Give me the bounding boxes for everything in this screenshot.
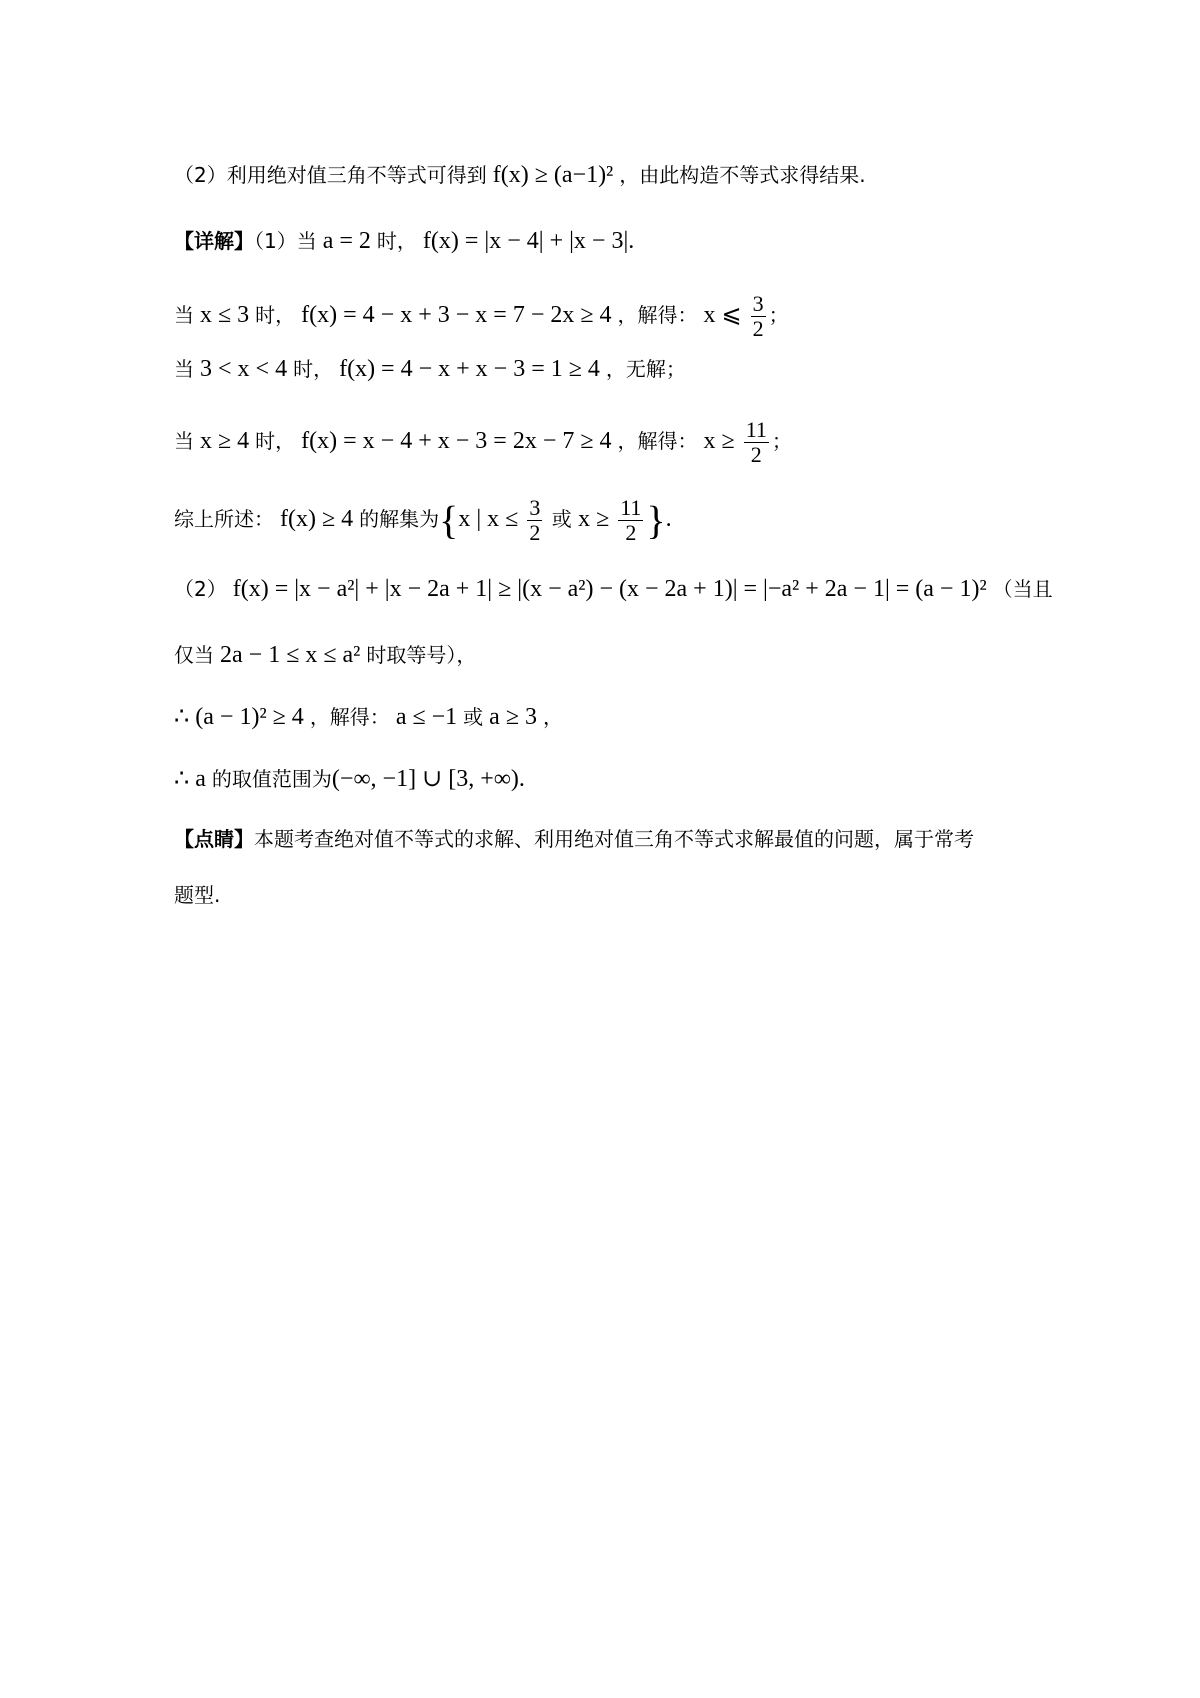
- text-run: ，无解；: [605, 357, 686, 381]
- fraction-numerator: 11: [745, 417, 767, 442]
- text-run: 当: [174, 357, 194, 381]
- detail-line-2b: [174, 640, 1034, 670]
- math-expression: ∴ (a − 1)² ≥ 4: [174, 704, 310, 730]
- math-expression: f(x) = x − 4 + x − 3 = 2x − 7 ≥ 4: [295, 428, 618, 454]
- fraction-denominator: 2: [529, 520, 541, 545]
- text-run: （2）利用绝对值三角不等式可得到: [174, 163, 487, 187]
- detail-line-2a: [174, 574, 1053, 604]
- fraction-denominator: 2: [750, 442, 762, 467]
- text-run: 当: [174, 429, 194, 453]
- fraction: [527, 496, 542, 545]
- detail-line-1: [174, 226, 1034, 256]
- math-expression: a ≤ −1: [389, 704, 464, 730]
- text-run: ，解得：: [617, 303, 698, 327]
- text-run: 时，: [376, 229, 417, 253]
- section-label: 【点睛】: [174, 827, 254, 851]
- text-run: 时，: [255, 303, 296, 327]
- math-expression: x ≥: [697, 428, 741, 454]
- summary-line: [174, 496, 1034, 545]
- text-run: 时，: [293, 357, 334, 381]
- math-expression: 3 < x < 4: [194, 356, 294, 382]
- text-run: 时取等号），: [366, 643, 477, 667]
- hint-line-2: [174, 160, 1034, 190]
- text-run: （2）: [174, 577, 227, 601]
- math-expression: f(x) = 4 − x + x − 3 = 1 ≥ 4: [333, 356, 606, 382]
- text-run: 或: [463, 705, 484, 729]
- text-run: 仅当: [174, 643, 214, 667]
- fraction: [751, 292, 766, 341]
- math-expression: x | x ≤: [458, 506, 525, 532]
- section-label: 【详解】: [174, 229, 254, 253]
- comment-line-2: [174, 880, 1034, 910]
- math-expression: x ≤ 3: [194, 302, 256, 328]
- text-run: （当且: [992, 577, 1053, 601]
- text-run: ；: [771, 429, 792, 453]
- text-run: ，由此构造不等式求得结果.: [619, 163, 866, 187]
- math-expression: f(x) ≥ (a−1)²: [486, 162, 620, 188]
- math-expression: (−∞, −1] ∪ [3, +∞).: [331, 766, 525, 792]
- math-expression: a = 2: [316, 228, 377, 254]
- math-expression: x ⩽: [697, 302, 748, 328]
- math-expression: 2a − 1 ≤ x ≤ a²: [214, 642, 367, 668]
- math-expression: f(x) = |x − 4| + |x − 3|.: [416, 228, 635, 254]
- text-run: 当: [174, 303, 194, 327]
- set-brace: {: [439, 497, 459, 543]
- text-run: 的取值范围为: [211, 767, 332, 791]
- text-run: ，解得：: [309, 705, 390, 729]
- comment-line-1: [174, 824, 1034, 854]
- case-line-2: [174, 354, 1034, 384]
- text-run: ；: [768, 303, 789, 327]
- text-run: （1）当: [254, 229, 317, 253]
- math-expression: f(x) = |x − a²| + |x − 2a + 1| ≥ |(x − a²) − (x − 2a + 1)| = |−a² + 2a − 1| = (a − 1)²: [226, 576, 993, 602]
- math-expression: f(x) ≥ 4: [274, 506, 360, 532]
- detail-line-2d: [174, 764, 1034, 794]
- math-expression: ∴ a: [174, 766, 212, 792]
- case-line-1: [174, 292, 1034, 341]
- text-run: ，: [543, 705, 563, 729]
- text-run: 的解集为: [359, 507, 440, 531]
- set-brace: }: [646, 497, 666, 543]
- fraction-numerator: 3: [529, 495, 541, 520]
- math-expression: x ≥ 4: [194, 428, 256, 454]
- case-line-3: [174, 418, 1034, 467]
- fraction-denominator: 2: [752, 316, 764, 341]
- fraction-numerator: 11: [620, 495, 642, 520]
- text-run: ，解得：: [617, 429, 698, 453]
- math-expression: x ≥: [578, 506, 616, 532]
- fraction-denominator: 2: [625, 520, 637, 545]
- text-run: 时，: [255, 429, 296, 453]
- text-run: 综上所述：: [174, 507, 274, 531]
- detail-line-2c: [174, 702, 1034, 732]
- math-expression: .: [665, 506, 672, 532]
- text-run: 本题考查绝对值不等式的求解、利用绝对值三角不等式求解最值的问题，属于常考: [254, 827, 974, 851]
- fraction: [618, 496, 643, 545]
- math-expression: a ≥ 3: [483, 704, 543, 730]
- fraction: [744, 418, 769, 467]
- math-expression: f(x) = 4 − x + 3 − x = 7 − 2x ≥ 4: [295, 302, 618, 328]
- fraction-numerator: 3: [752, 291, 764, 316]
- text-run: 或: [545, 507, 579, 531]
- text-run: 题型.: [174, 883, 221, 907]
